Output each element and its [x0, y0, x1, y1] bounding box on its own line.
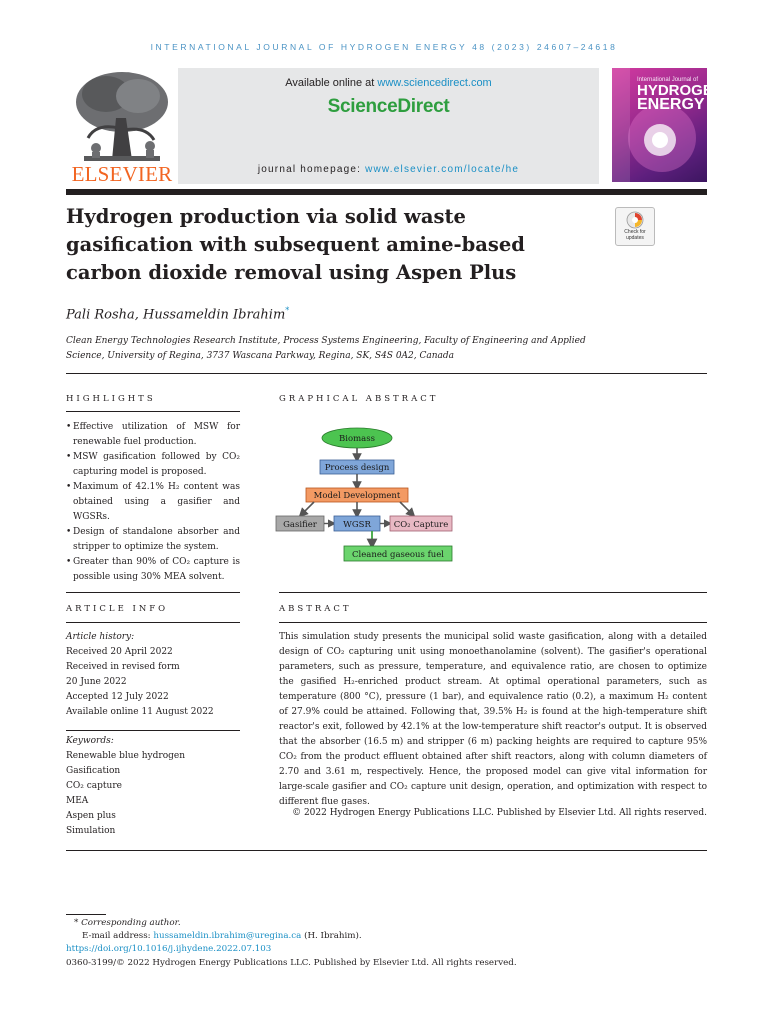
process-design-label: Process design: [324, 463, 390, 473]
arrow: [400, 502, 412, 514]
sciencedirect-title: ScienceDirect: [327, 96, 450, 117]
keyword-item: Simulation: [66, 826, 116, 836]
article-history: [66, 630, 214, 720]
article-info-heading: ARTICLE INFO: [66, 604, 169, 614]
graphical-abstract-heading: GRAPHICAL ABSTRACT: [279, 394, 439, 404]
journal-homepage-label: journal homepage:: [257, 164, 366, 175]
paper-title: Hydrogen production via solid waste gasification with subsequent amine-based carbon dioxide removal using Aspen Plus: [66, 205, 525, 284]
author-affiliation: Clean Energy Technologies Research Institute, Process Systems Engineering, Faculty of Engineering and Applied Science, University of Regina, 3737 Wascana Parkway, Regina, SK, S4S 0A2, Canada: [66, 336, 586, 361]
abstract-bottom-divider: [66, 850, 707, 851]
abstract-copyright: © 2022 Hydrogen Energy Publications LLC. Published by Elsevier Ltd. All rights reserved.: [292, 808, 707, 818]
highlight-item: • Design of standalone absorber and stripper to optimize the system.: [66, 525, 240, 555]
history-line: Received in revised form: [66, 662, 180, 672]
elsevier-wordmark: ELSEVIER: [71, 162, 173, 186]
highlights-list: [66, 420, 240, 585]
highlights-divider: [66, 411, 240, 412]
model-development-label: Model Development: [313, 491, 401, 501]
check-for-updates-button[interactable]: [615, 207, 655, 246]
keywords-label: Keywords:: [66, 736, 114, 746]
history-line: 20 June 2022: [66, 677, 127, 687]
journal-homepage-link[interactable]: www.elsevier.com/locate/he: [365, 164, 520, 175]
journal-cover-image[interactable]: [612, 68, 724, 182]
highlight-item: • Effective utilization of MSW for renewable fuel production.: [66, 420, 240, 450]
doi-link[interactable]: https://doi.org/10.1016/j.ijhydene.2022.07.103: [66, 944, 272, 954]
issn-line: 0360-3199/© 2022 Hydrogen Energy Publications LLC. Published by Elsevier Ltd. All rights reserved.: [66, 958, 517, 968]
cover-title-energy: ENERGY: [637, 96, 705, 113]
graphical-abstract-bottom-divider: [279, 592, 707, 593]
available-online-label: Available online at: [285, 77, 378, 89]
keyword-item: MEA: [66, 796, 89, 806]
journal-running-header: INTERNATIONAL JOURNAL OF HYDROGEN ENERGY 48 (2023) 24607–24618: [150, 42, 618, 52]
email-link[interactable]: hussameldin.ibrahim@uregina.ca: [153, 931, 302, 941]
cleaned-fuel-label: Cleaned gaseous fuel: [352, 550, 444, 560]
available-online-line: [178, 77, 599, 89]
graphical-abstract-diagram: [272, 420, 462, 570]
corresponding-mark: *: [74, 918, 79, 928]
keyword-item: Gasification: [66, 766, 121, 776]
sciencedirect-link[interactable]: www.sciencedirect.com: [377, 77, 492, 89]
highlights-bottom-divider: [66, 592, 240, 593]
co2-capture-label: CO₂ Capture: [393, 520, 449, 530]
arrow: [302, 502, 314, 514]
corresponding-author-note: [74, 918, 181, 928]
footnote-divider: [66, 914, 106, 915]
cover-journal-small: International Journal of: [637, 77, 699, 83]
affiliation-divider: [66, 373, 707, 374]
header-divider: [66, 189, 707, 195]
abstract-text: This simulation study presents the municipal solid waste gasification, along with a detailed design of CO₂ capturing unit using monoethanolamine (solvent). The gasifier's operational parameters, such as pressure, temperature, and equivalence ratio, are chosen to optimize the gasified H₂-enriched product stream. At optimal operational parameters, such as temperature (800 °C), pressure (1 bar), and equivalence ratio (0.2), a maximum H₂ content of 27.9% could be attained. Following that, 39.5% H₂ is found at the high-temperature shift reactor's exit, followed by 42.1% at the low-temperature shift reactor's output. It is observed that the absorber (16.5 m) and stripper (6 m) packing heights are required to capture 95% CO₂ from the product effluent obtained after shift reactors, along with column diameters of 2.70 and 3.61 m, respectively. Hence, the proposed model can give vital information for large-scale gasifier and CO₂ capture unit design, operation, and optimization with respect to different flue gases.: [279, 632, 707, 807]
highlights-heading: HIGHLIGHTS: [66, 394, 156, 404]
abstract-divider: [279, 622, 707, 623]
corresponding-author-mark[interactable]: *: [285, 306, 290, 315]
email-label: E-mail address:: [82, 931, 154, 941]
article-history-label: Article history:: [66, 632, 135, 642]
keywords-divider: [66, 730, 240, 731]
highlight-item: • Greater than 90% of CO₂ capture is possible using 30% MEA solvent.: [66, 555, 240, 585]
check-for-updates-label: Check for updates: [624, 229, 646, 241]
keyword-item: Renewable blue hydrogen: [66, 751, 185, 761]
journal-homepage-line: [178, 164, 599, 175]
history-line: Received 20 April 2022: [66, 647, 173, 657]
biomass-label: Biomass: [339, 434, 375, 444]
author-names: Pali Rosha, Hussameldin Ibrahim: [66, 307, 286, 323]
wgsr-label: WGSR: [343, 520, 371, 530]
highlight-item: • MSW gasification followed by CO₂ capturing model is proposed.: [66, 450, 240, 480]
history-line: Available online 11 August 2022: [66, 707, 214, 717]
author-list: [66, 306, 289, 322]
keyword-item: CO₂ capture: [66, 781, 122, 791]
highlight-item: • Maximum of 42.1% H₂ content was obtained using a gasifier and WGSRs.: [66, 480, 240, 525]
abstract-heading: ABSTRACT: [279, 604, 352, 614]
gasifier-label: Gasifier: [283, 520, 317, 530]
email-line: [82, 931, 362, 941]
cover-title-hydrogen: HYDROGEN: [637, 82, 724, 99]
article-info-divider: [66, 622, 240, 623]
doi-line: [66, 944, 271, 954]
keywords-block: [66, 734, 185, 839]
corresponding-author-label: Corresponding author.: [81, 918, 181, 928]
history-line: Accepted 12 July 2022: [66, 692, 169, 702]
email-suffix: (H. Ibrahim).: [301, 931, 362, 941]
keyword-item: Aspen plus: [66, 811, 116, 821]
check-updates-icon: [626, 211, 644, 229]
